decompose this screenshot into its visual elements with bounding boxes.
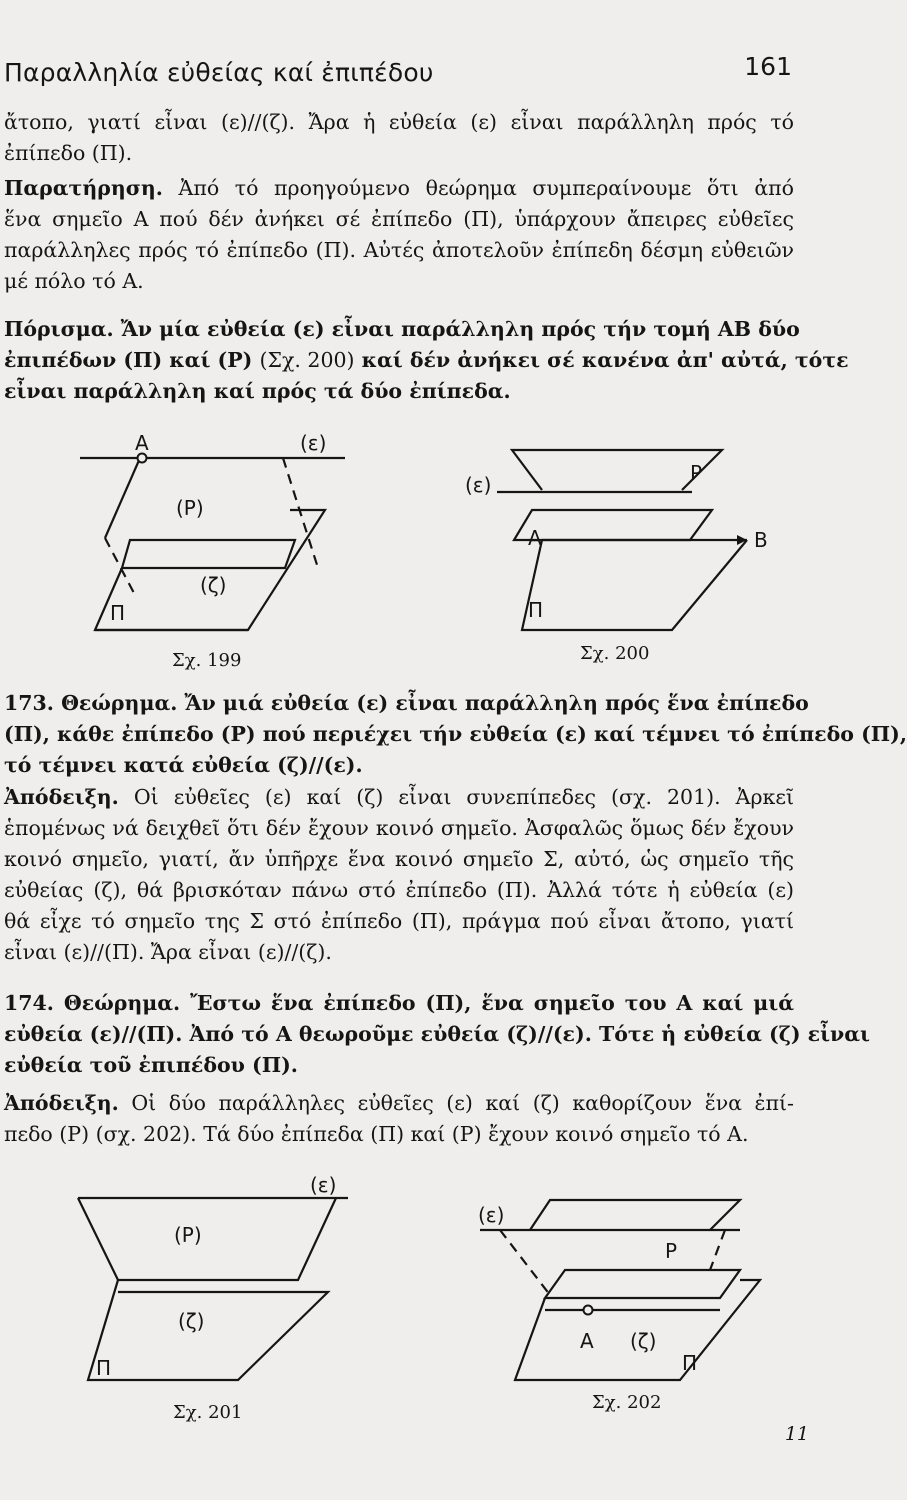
figure-200 — [462, 430, 782, 680]
text-line: θά εἶχε τό σημεῖο της Σ στό ἐπίπεδο (Π), πράγμα πού εἶναι ἄτοπο, γιατί — [4, 909, 794, 933]
intro-paragraph — [4, 107, 794, 169]
plane-p-lower — [514, 510, 712, 540]
figure-200-caption: Σχ. 200 — [580, 643, 650, 664]
label-a: Α — [528, 526, 542, 550]
label-z: (ζ) — [178, 1309, 205, 1333]
text-line — [4, 345, 849, 376]
text-line — [4, 988, 794, 1019]
text-span: καί δέν ἀνήκει σέ κανένα ἀπ' αὐτά, τότε — [361, 348, 849, 372]
figure-202 — [470, 1180, 790, 1440]
text-line: ἕνα σημεῖο Α πού δέν ἀνήκει σέ ἐπίπεδο (Π), ὑπάρχουν ἄπειρες εὐθεῖες — [4, 207, 794, 231]
figure-202-drawing — [470, 1180, 790, 1440]
signature-mark: 11 — [784, 1423, 809, 1445]
label-e: (ε) — [300, 431, 327, 455]
text-line — [4, 688, 809, 719]
theorem-173 — [4, 688, 907, 781]
line-zeta-band — [122, 540, 295, 568]
label-pi: Π — [528, 598, 544, 622]
proof-174 — [4, 1088, 794, 1150]
text-line: (Π), κάθε ἐπίπεδο (Ρ) πού περιέχει τήν εὐθεία (ε) καί τέμνει τό ἐπίπεδο (Π), — [4, 722, 907, 746]
figure-199-drawing — [80, 430, 380, 680]
remark-paragraph — [4, 173, 794, 297]
label-pi: Π — [110, 601, 126, 625]
point-a-marker — [584, 1306, 593, 1315]
text-line — [4, 173, 794, 204]
figure-reference: (Σχ. 200) — [259, 348, 355, 372]
figure-201-drawing — [78, 1173, 378, 1440]
label-p: Ρ — [665, 1239, 678, 1263]
figure-199 — [80, 430, 380, 680]
label-e: (ε) — [465, 473, 492, 497]
figure-199-caption: Σχ. 199 — [172, 650, 242, 671]
text-line — [4, 1088, 794, 1119]
plane-pi-band — [545, 1270, 740, 1298]
text-line: ἑπομένως νά δειχθεῖ ὅτι δέν ἔχουν κοινό σημεῖο. Ἀσφαλῶς ὅμως δέν ἔχουν — [4, 816, 794, 840]
text-span: ἐπιπέδων (Π) καί (Ρ) — [4, 348, 253, 372]
page-number: 161 — [744, 52, 792, 81]
remark-heading: Παρατήρηση. — [4, 176, 163, 200]
figure-202-caption: Σχ. 202 — [592, 1392, 662, 1413]
text-span: Ἔστω ἕνα ἐπίπεδο (Π), ἕνα σημεῖο του Α καί μιά — [190, 991, 795, 1015]
running-title: Παραλληλία εὐθείας καί ἐπιπέδου — [4, 58, 434, 87]
text-span: Ἀπό τό προηγούμενο θεώρημα συμπεραίνουμε ὅτι ἀπό — [178, 176, 794, 200]
plane-p — [78, 1198, 336, 1280]
plane-p-top — [530, 1200, 740, 1230]
figure-200-drawing — [462, 430, 782, 680]
label-a: Α — [135, 431, 149, 455]
label-pi: Π — [96, 1356, 112, 1380]
text-span: Οἱ δύο παράλληλες εὐθεῖες (ε) καί (ζ) καθορίζουν ἕνα ἐπί- — [131, 1091, 794, 1115]
proof-174-heading: Ἀπόδειξη. — [4, 1091, 119, 1115]
text-span: Ἄν μιά εὐθεία (ε) εἶναι παράλληλη πρός ἕνα ἐπίπεδο — [184, 691, 809, 715]
theorem-174 — [4, 988, 870, 1081]
plane-pi — [88, 1280, 328, 1380]
label-z: (ζ) — [200, 573, 227, 597]
label-p: (Ρ) — [174, 1223, 202, 1247]
text-line: εὐθείας (ζ), θά βρισκόταν πάνω στό ἐπίπεδο (Π). Ἀλλά τότε ἡ εὐθεία (ε) — [4, 878, 794, 902]
label-pi: Π — [682, 1351, 698, 1375]
text-line: πεδο (Ρ) (σχ. 202). Τά δύο ἐπίπεδα (Π) καί (Ρ) ἔχουν κοινό σημεῖο τό Α. — [4, 1122, 749, 1146]
text-line: ἐπίπεδο (Π). — [4, 141, 133, 165]
theorem-173-heading: 173. Θεώρημα. — [4, 691, 178, 715]
proof-173 — [4, 782, 794, 968]
plane-p-hidden-edge — [105, 538, 135, 595]
label-z: (ζ) — [630, 1329, 657, 1353]
plane-p-edge — [105, 458, 140, 538]
figure-201-caption: Σχ. 201 — [173, 1402, 243, 1423]
text-line — [4, 314, 800, 345]
label-e: (ε) — [310, 1173, 337, 1197]
label-p: (Ρ) — [176, 496, 204, 520]
text-line: εὐθεία τοῦ ἐπιπέδου (Π). — [4, 1053, 298, 1077]
plane-pi — [95, 510, 325, 630]
label-b: Β — [754, 528, 768, 552]
label-a: Α — [580, 1329, 594, 1353]
text-span: Οἱ εὐθεῖες (ε) καί (ζ) εἶναι συνεπίπεδες (σχ. 201). Ἀρκεῖ — [133, 785, 794, 809]
label-p: Ρ — [690, 461, 703, 485]
figure-201 — [78, 1173, 378, 1440]
corollary-paragraph — [4, 314, 849, 407]
corollary-heading: Πόρισμα. — [4, 317, 114, 341]
text-line: κοινό σημεῖο, γιατί, ἄν ὑπῆρχε ἕνα κοινό σημεῖο Σ, αὐτό, ὡς σημεῖο τῆς — [4, 847, 794, 871]
text-line: ἄτοπο, γιατί εἶναι (ε)//(ζ). Ἄρα ἡ εὐθεία (ε) εἶναι παράλληλη πρός τό — [4, 110, 794, 134]
text-line — [4, 782, 794, 813]
text-line: μέ πόλο τό Α. — [4, 269, 144, 293]
proof-173-heading: Ἀπόδειξη. — [4, 785, 119, 809]
text-line: εἶναι (ε)//(Π). Ἄρα εἶναι (ε)//(ζ). — [4, 940, 332, 964]
text-span: Ἄν μία εὐθεία (ε) εἶναι παράλληλη πρός τήν τομή ΑΒ δύο — [120, 317, 800, 341]
plane-pi — [522, 540, 747, 630]
text-line: τό τέμνει κατά εὐθεία (ζ)//(ε). — [4, 753, 363, 777]
label-e: (ε) — [478, 1203, 505, 1227]
text-line: εὐθεία (ε)//(Π). Ἀπό τό Α θεωροῦμε εὐθεία (ζ)//(ε). Τότε ἡ εὐθεία (ζ) εἶναι — [4, 1022, 870, 1046]
text-line: εἶναι παράλληλη καί πρός τά δύο ἐπίπεδα. — [4, 379, 511, 403]
plane-p-hidden-edge — [283, 458, 318, 568]
plane-p-hidden-edge — [710, 1230, 725, 1270]
plane-p-hidden-edge — [500, 1230, 550, 1295]
theorem-174-heading: 174. Θεώρημα. — [4, 991, 181, 1015]
text-line: παράλληλες πρός τό ἐπίπεδο (Π). Αὐτές ἀποτελοῦν ἐπίπεδη δέσμη εὐθειῶν — [4, 238, 794, 262]
